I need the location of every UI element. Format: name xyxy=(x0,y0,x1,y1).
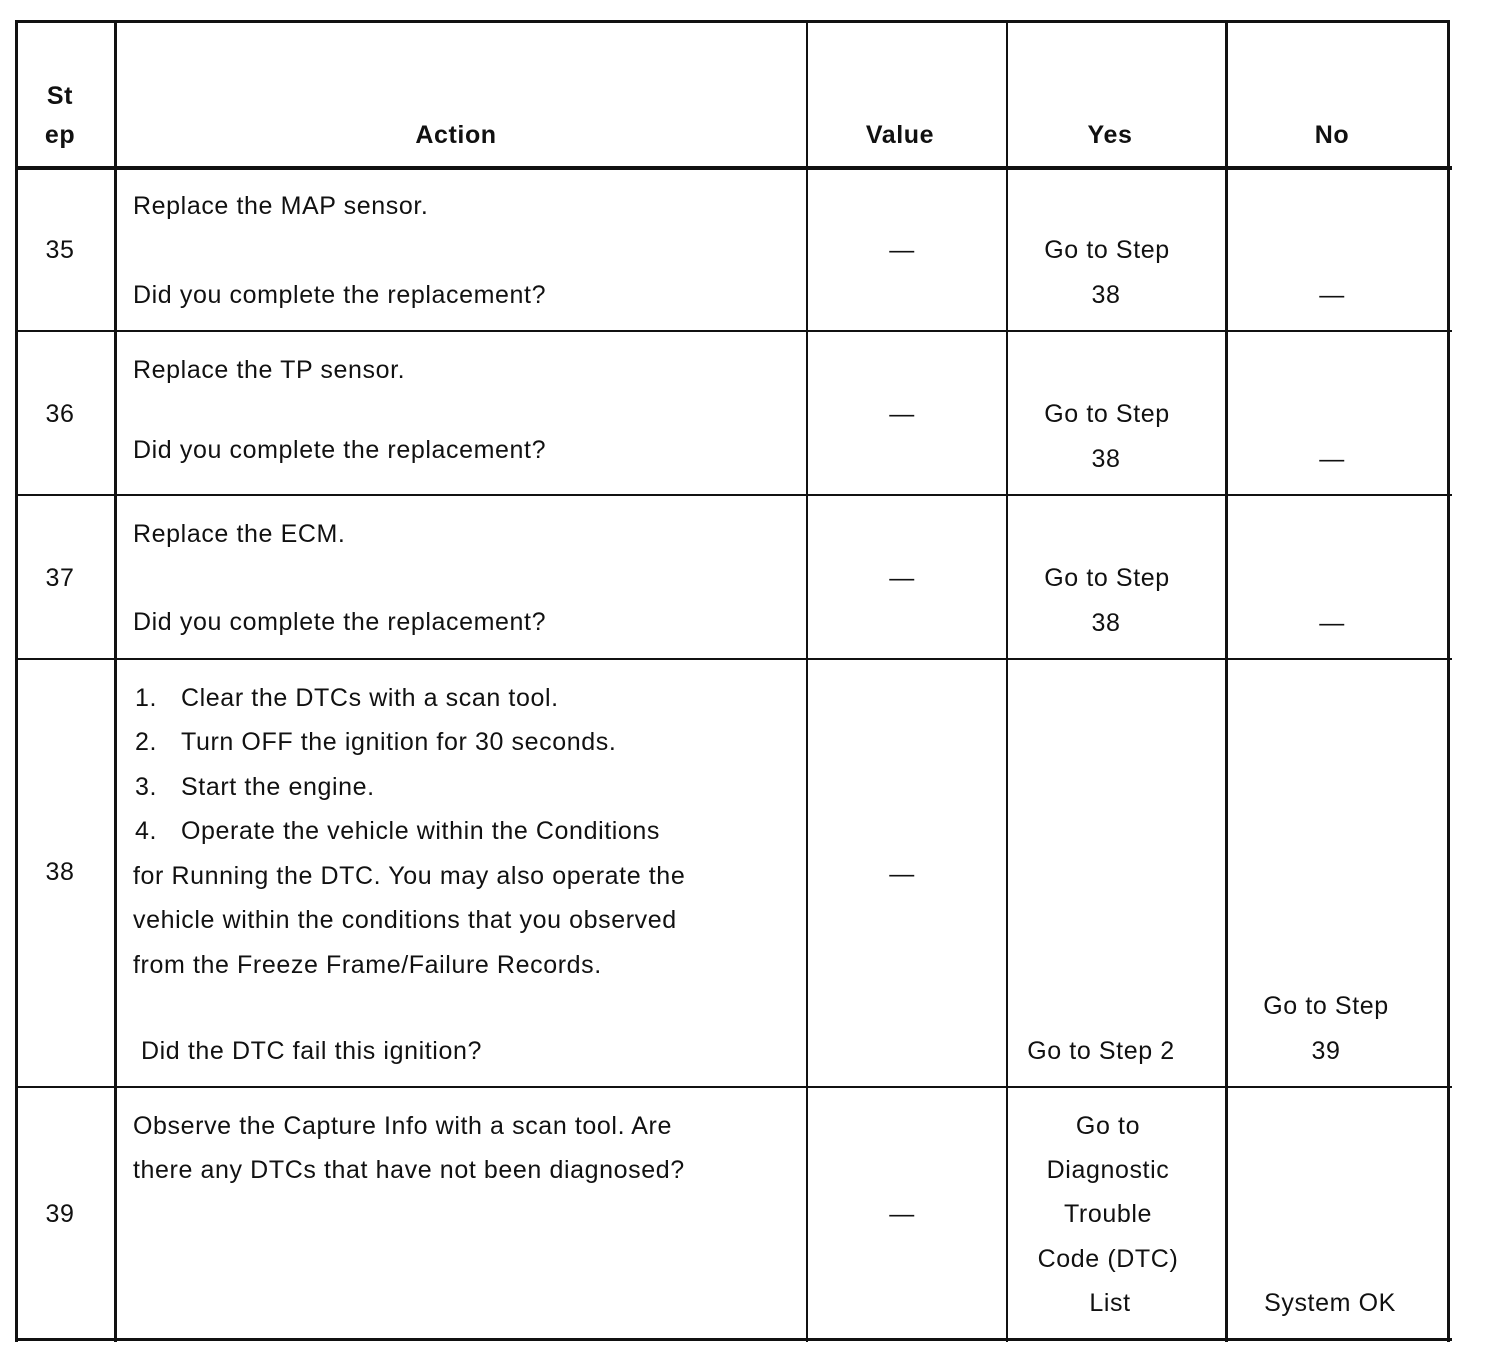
grid-line xyxy=(15,494,1452,496)
yes-cell: 38 xyxy=(1091,445,1121,473)
action-text: Replace the ECM. xyxy=(133,520,346,548)
no-cell: System OK xyxy=(1264,1289,1396,1317)
step-number: 39 xyxy=(45,1200,75,1228)
list-item-number: 4. xyxy=(135,817,158,845)
no-cell: — xyxy=(1319,609,1345,637)
list-item-number: 1. xyxy=(135,684,158,712)
no-cell: — xyxy=(1319,445,1345,473)
no-cell: — xyxy=(1319,281,1345,309)
grid-line xyxy=(114,20,117,1342)
action-text: for Running the DTC. You may also operate the xyxy=(133,862,686,890)
grid-line xyxy=(15,20,1450,23)
yes-cell: 38 xyxy=(1091,281,1121,309)
header-step: St xyxy=(46,82,74,110)
yes-cell: Go to Step 2 xyxy=(1027,1037,1175,1065)
value-cell: — xyxy=(889,400,915,428)
yes-cell: Code (DTC) xyxy=(1037,1245,1179,1273)
yes-cell: Go to Step xyxy=(1044,400,1170,428)
action-question: Did you complete the replacement? xyxy=(133,608,547,636)
list-item-text: Start the engine. xyxy=(181,773,375,801)
list-item-text: Operate the vehicle within the Conditions xyxy=(181,817,661,845)
header-action: Action xyxy=(415,121,497,149)
yes-cell: List xyxy=(1089,1289,1131,1317)
value-cell: — xyxy=(889,1200,915,1228)
yes-cell: 38 xyxy=(1091,609,1121,637)
yes-cell: Diagnostic xyxy=(1046,1156,1170,1184)
grid-line xyxy=(15,658,1452,660)
action-text: vehicle within the conditions that you observed xyxy=(133,906,677,934)
list-item-number: 2. xyxy=(135,728,158,756)
grid-line xyxy=(1225,20,1228,1342)
action-text: from the Freeze Frame/Failure Records. xyxy=(133,951,602,979)
action-question: there any DTCs that have not been diagnosed? xyxy=(133,1156,685,1184)
list-item-text: Turn OFF the ignition for 30 seconds. xyxy=(181,728,617,756)
no-cell: 39 xyxy=(1311,1037,1341,1065)
list-item-text: Clear the DTCs with a scan tool. xyxy=(181,684,559,712)
header-value: Value xyxy=(865,121,935,149)
grid-line xyxy=(15,330,1452,332)
step-number: 37 xyxy=(45,564,75,592)
action-question: Did you complete the replacement? xyxy=(133,281,547,309)
step-number: 35 xyxy=(45,236,75,264)
no-cell: Go to Step xyxy=(1263,992,1389,1020)
action-text: Replace the MAP sensor. xyxy=(133,192,429,220)
value-cell: — xyxy=(889,860,915,888)
yes-cell: Trouble xyxy=(1063,1200,1153,1228)
value-cell: — xyxy=(889,564,915,592)
yes-cell: Go to xyxy=(1075,1112,1141,1140)
step-number: 36 xyxy=(45,400,75,428)
header-yes: Yes xyxy=(1087,121,1133,149)
action-question: Did the DTC fail this ignition? xyxy=(141,1037,482,1065)
list-item-number: 3. xyxy=(135,773,158,801)
grid-line xyxy=(806,20,808,1342)
action-text: Replace the TP sensor. xyxy=(133,356,406,384)
action-question: Did you complete the replacement? xyxy=(133,436,547,464)
grid-line xyxy=(15,1338,1452,1341)
grid-line xyxy=(15,20,18,1342)
action-text: Observe the Capture Info with a scan tool. Are xyxy=(133,1112,672,1140)
yes-cell: Go to Step xyxy=(1044,236,1170,264)
header-step: ep xyxy=(44,121,76,149)
grid-line xyxy=(15,1086,1452,1088)
step-number: 38 xyxy=(45,858,75,886)
grid-line xyxy=(1447,20,1450,1342)
header-no: No xyxy=(1314,121,1350,149)
yes-cell: Go to Step xyxy=(1044,564,1170,592)
grid-line xyxy=(15,166,1452,170)
grid-line xyxy=(1006,20,1008,1342)
value-cell: — xyxy=(889,236,915,264)
